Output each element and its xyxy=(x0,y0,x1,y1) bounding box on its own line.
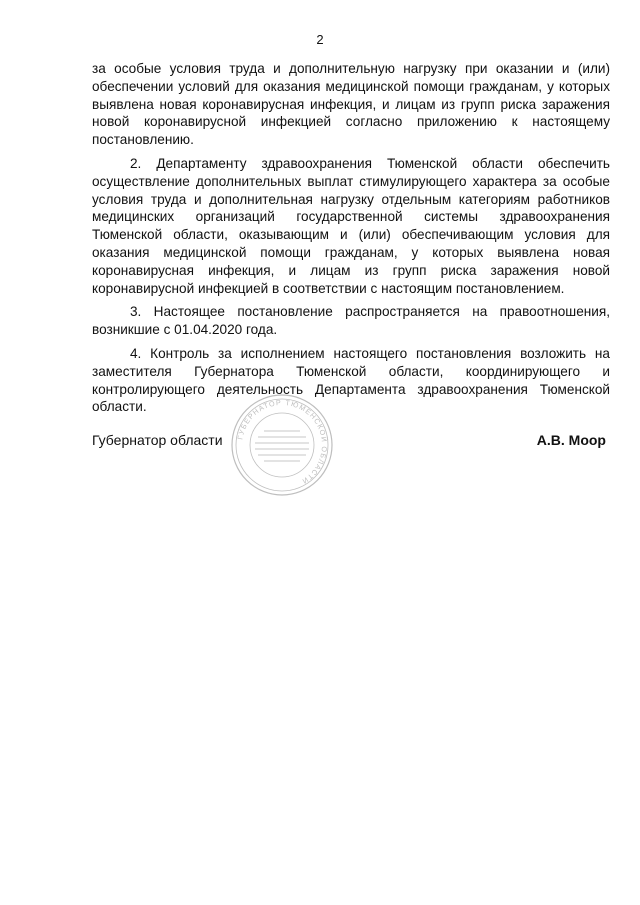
document-body xyxy=(92,60,610,422)
paragraph-2: 2. Департаменту здравоохранения Тюменской области обеспечить осуществление дополнительных выплат стимулирующего характера за особые условия труда и дополнительная нагрузку отдельным категориям работников медицинских организаций государственной системы здравоохранения Тюменской области, оказывающим и (или) обеспечивающим условия для оказания медицинской помощи гражданам, у которых выявлена новая коронавирусная инфекция, и лицам из групп риска заражения новой коронавирусной инфекцией в соответствии с настоящим постановлением. xyxy=(92,155,610,296)
signatory-name: А.В. Моор xyxy=(536,432,606,448)
paragraph-continuation: за особые условия труда и дополнительную нагрузку при оказании и (или) обеспечении условий для оказания медицинской помощи гражданам, у которых выявлена новая коронавирусная инфекция, и лицам из групп риска заражения новой коронавирусной инфекцией согласно приложению к настоящему постановлению. xyxy=(92,61,610,148)
seal-outer-text: ГУБЕРНАТОР ТЮМЕНСКОЙ ОБЛАСТИ xyxy=(235,397,330,487)
paragraph-4: 4. Контроль за исполнением настоящего постановления возложить на заместителя Губернатора Тюменской области, координирующего и контролирующего деятельность Департамента здравоохранения Тюменской области. xyxy=(92,345,610,415)
official-seal-stamp xyxy=(230,393,334,497)
signature-block xyxy=(92,432,610,456)
signatory-position: Губернатор области xyxy=(92,432,223,448)
paragraph-3: 3. Настоящее постановление распространяется на правоотношения, возникшие с 01.04.2020 года. xyxy=(92,304,610,338)
seal-inner-lines xyxy=(255,431,309,461)
page-number: 2 xyxy=(316,32,324,47)
